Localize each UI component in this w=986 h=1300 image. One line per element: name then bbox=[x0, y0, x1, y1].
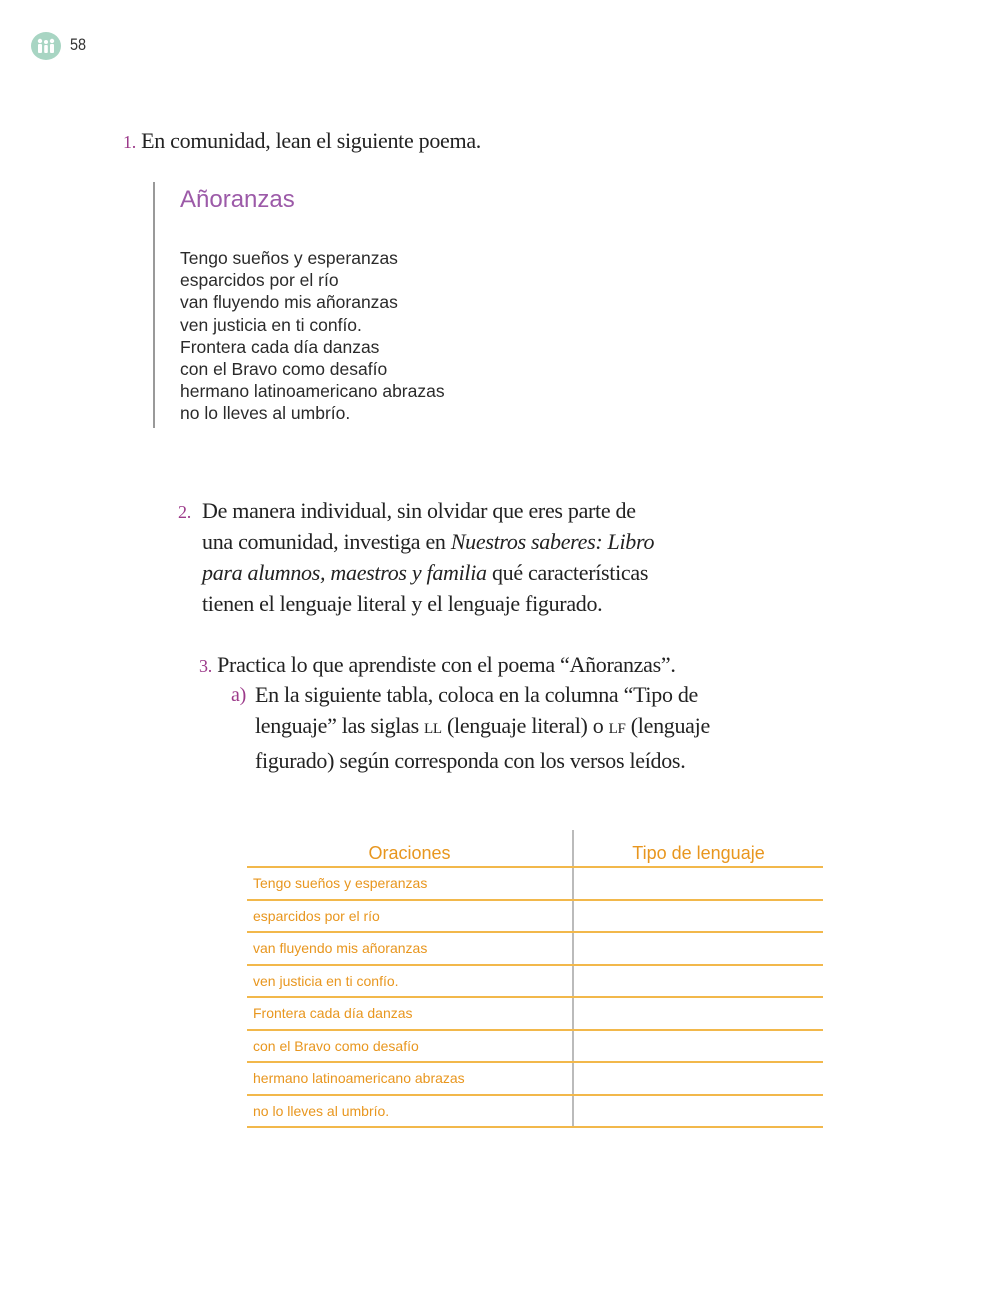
sentence-cell: no lo lleves al umbrío. bbox=[253, 1102, 390, 1119]
poem-line: con el Bravo como desafío bbox=[180, 359, 388, 380]
instruction-line: figurado) según corresponda con los versos leídos. bbox=[255, 748, 686, 773]
page-number: 58 bbox=[70, 35, 87, 54]
instruction-3a bbox=[255, 679, 710, 776]
text-span: qué características bbox=[486, 560, 649, 585]
instruction-3 bbox=[199, 649, 676, 682]
instruction-line: tienen el lenguaje literal y el lenguaje figurado. bbox=[202, 591, 603, 616]
item-number: 1. bbox=[123, 132, 136, 152]
answer-cell[interactable] bbox=[572, 966, 823, 997]
text-span: (lenguaje literal) o bbox=[441, 713, 609, 738]
text-span: lenguaje” las siglas bbox=[255, 713, 425, 738]
poem-line: van fluyendo mis añoranzas bbox=[180, 292, 398, 313]
sentence-cell: ven justicia en ti confío. bbox=[253, 972, 399, 989]
poem-block bbox=[153, 182, 445, 428]
table-row bbox=[247, 868, 823, 901]
sentence-cell: Frontera cada día danzas bbox=[253, 1005, 413, 1022]
abbreviation: LL bbox=[424, 721, 442, 737]
instruction-text: Practica lo que aprendiste con el poema “Añoranzas”. bbox=[217, 652, 676, 677]
poem-title: Añoranzas bbox=[180, 186, 295, 213]
instruction-line bbox=[202, 526, 654, 557]
sentence-cell: hermano latinoamericano abrazas bbox=[253, 1070, 465, 1087]
instruction-line: De manera individual, sin olvidar que eres parte de bbox=[202, 498, 636, 523]
answer-cell[interactable] bbox=[572, 1031, 823, 1062]
header-oraciones: Oraciones bbox=[368, 843, 451, 863]
sentence-cell: van fluyendo mis añoranzas bbox=[253, 940, 428, 957]
table-row bbox=[247, 1063, 823, 1096]
item-number: 3. bbox=[199, 656, 212, 676]
instruction-1 bbox=[123, 125, 481, 158]
answer-cell[interactable] bbox=[572, 1063, 823, 1094]
poem-line: esparcidos por el río bbox=[180, 270, 339, 291]
poem-line: no lo lleves al umbrío. bbox=[180, 403, 351, 424]
table-header bbox=[247, 830, 823, 868]
text-span: una comunidad, investiga en bbox=[202, 529, 451, 554]
header-tipo-lenguaje: Tipo de lenguaje bbox=[572, 830, 823, 866]
table-row bbox=[247, 901, 823, 934]
table-row bbox=[247, 933, 823, 966]
book-title: Nuestros saberes: Libro bbox=[450, 529, 655, 554]
poem-line: hermano latinoamericano abrazas bbox=[180, 381, 445, 402]
instruction-line bbox=[202, 557, 654, 588]
sentence-cell: con el Bravo como desafío bbox=[253, 1037, 419, 1054]
language-table bbox=[247, 830, 823, 1128]
item-number: 2. bbox=[178, 502, 191, 522]
answer-cell[interactable] bbox=[572, 933, 823, 964]
sub-item-letter: a) bbox=[231, 684, 246, 706]
instruction-line bbox=[255, 710, 710, 745]
sentence-cell: esparcidos por el río bbox=[253, 907, 380, 924]
book-title: para alumnos, maestros y familia bbox=[202, 560, 487, 585]
abbreviation: LF bbox=[608, 721, 626, 737]
text-span: (lenguaje bbox=[625, 713, 710, 738]
answer-cell[interactable] bbox=[572, 998, 823, 1029]
poem-line: Frontera cada día danzas bbox=[180, 336, 380, 357]
answer-cell[interactable] bbox=[572, 1096, 823, 1127]
table-row bbox=[247, 966, 823, 999]
answer-cell[interactable] bbox=[572, 901, 823, 932]
poem-line: ven justicia en ti confío. bbox=[180, 314, 362, 335]
family-icon bbox=[31, 32, 61, 60]
poem-lines bbox=[180, 247, 445, 425]
instruction-text: En comunidad, lean el siguiente poema. bbox=[141, 128, 481, 153]
table-row bbox=[247, 1096, 823, 1129]
instruction-line: En la siguiente tabla, coloca en la columna “Tipo de bbox=[255, 682, 699, 707]
instruction-2 bbox=[202, 495, 654, 619]
poem-line: Tengo sueños y esperanzas bbox=[180, 248, 398, 268]
table-row bbox=[247, 1031, 823, 1064]
table-row bbox=[247, 998, 823, 1031]
sentence-cell: Tengo sueños y esperanzas bbox=[253, 875, 428, 892]
answer-cell[interactable] bbox=[572, 868, 823, 899]
